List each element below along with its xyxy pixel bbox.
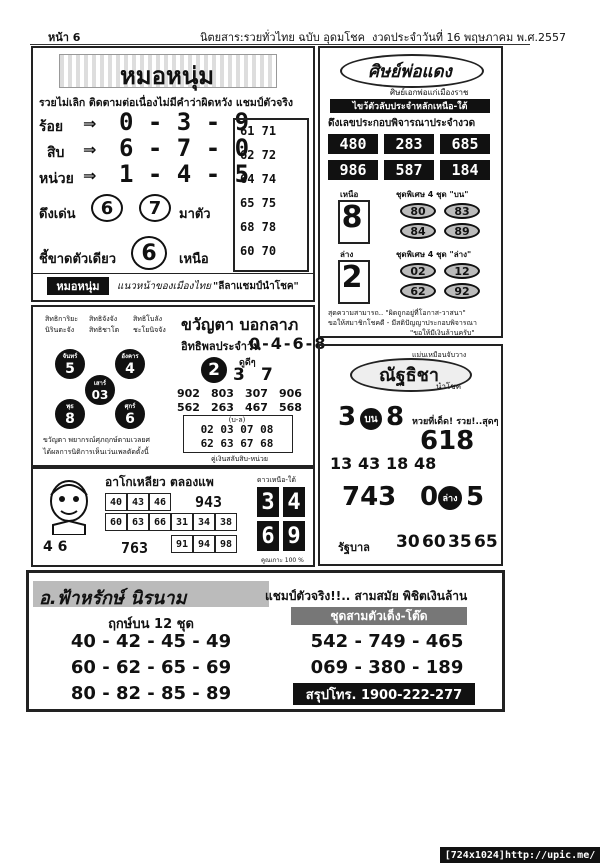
arrow-icon: ⇒ — [83, 140, 97, 159]
grid-bottom: 763 — [121, 539, 149, 557]
footer-badge: หมอหนุ่ม — [47, 277, 109, 295]
triple: 263 — [211, 401, 234, 414]
akong-panel — [31, 467, 315, 567]
big-743: 743 — [342, 482, 397, 512]
footer-text: แนวหน้าของเมืองไทย — [117, 281, 212, 292]
sit-quote1: สุดความสามารถ.. "ผิดถูกอยู่ที่โอกาส-วาสนา" — [328, 309, 466, 317]
gov-num: 30 — [396, 532, 420, 552]
num-cell: 587 — [384, 160, 434, 180]
big-num-7: 7 — [261, 365, 273, 385]
kwanta-header-item: สิทธิจังจัง — [89, 315, 118, 323]
north-label: เหนือ — [340, 190, 359, 199]
north-set-label: ชุดพิเศษ 4 ชุด "บน" — [396, 190, 469, 199]
row-label-units: หน่วย — [39, 171, 74, 187]
left-caption: ฤกษ์บน 12 ชุด — [108, 617, 194, 632]
grid-cell: 40 — [105, 493, 127, 511]
pair-row: 62 72 — [240, 148, 277, 162]
north-set-num: 83 — [444, 203, 480, 219]
triple: 467 — [245, 401, 268, 414]
nachira-slogan: แม่นเหมือนจับวาง — [412, 351, 467, 359]
right-caption: ชุดสามตัวเด็ง-โต๊ด — [291, 607, 467, 625]
nachira-panel — [318, 344, 503, 566]
row-digits-hundreds: 0 - 3 - 9 — [119, 108, 250, 136]
num-cell: 184 — [440, 160, 490, 180]
south-label: ล่าง — [340, 250, 354, 259]
circle-num: 8 — [65, 411, 75, 427]
big-num-2: 2 — [201, 357, 227, 383]
sit-quote2: ขอให้สมาชิกโชคดี - มีสติปัญญาประกอบพิจารณา — [328, 319, 477, 327]
side-cell: 9 — [283, 521, 305, 551]
grid-cell: 60 — [105, 513, 127, 531]
pair-row: 68 78 — [240, 220, 277, 234]
gov-num: 60 — [422, 532, 446, 552]
triple: 562 — [177, 401, 200, 414]
side-text: หวยที่เด็ด! รวย!..สุดๆ — [412, 417, 499, 427]
side-label: ดาวเหนือ-ใต้ — [257, 476, 296, 484]
lang-label: (บ-ล) — [228, 416, 246, 424]
circle-monday — [55, 349, 85, 379]
page-number: หน้า 6 — [48, 31, 81, 44]
triple: 902 — [177, 387, 200, 400]
kwanta-note1: ขวัญตา พยากรณ์ศุภฤกษ์ตามเวลยศ — [43, 436, 150, 444]
kwanta-panel — [31, 305, 328, 467]
side-cell: 4 — [283, 487, 305, 517]
pair-row: 60 70 — [240, 244, 277, 258]
triple: 803 — [211, 387, 234, 400]
north-set-num: 89 — [444, 223, 480, 239]
circle-top-label: ศุกร์ — [124, 403, 136, 410]
header-rule — [30, 44, 530, 45]
sit-sub2: ไขว้ตัวลับประจำหลักเหนือ-ใต้ — [330, 99, 490, 113]
pair-row: 64 74 — [240, 172, 277, 186]
north-set-num: 80 — [400, 203, 436, 219]
triple: 568 — [279, 401, 302, 414]
gov-label: รัฐบาล — [338, 541, 370, 554]
row-digits-units: 1 - 4 - 5 — [119, 160, 250, 188]
arrow-icon: ⇒ — [83, 166, 97, 185]
big-618: 618 — [420, 426, 475, 456]
lang-row1: 02 03 07 08 — [200, 423, 274, 436]
kwanta-header-item: ชะโยนิจจัง — [133, 326, 166, 334]
circle-num: 5 — [65, 361, 75, 377]
dungden-digit-b: 7 — [139, 194, 171, 222]
side-cell: 3 — [257, 487, 279, 517]
circle-top-label: เสาร์ — [93, 380, 107, 387]
circle-top-label: อังคาร — [121, 353, 139, 360]
circle-num: 6 — [125, 411, 135, 427]
nachira-title-sub: นำโชค — [436, 382, 462, 391]
kwanta-sub: อิทธิพลประจำวัน — [181, 340, 261, 353]
lower-mid: ล่าง — [438, 486, 462, 510]
left-row: 80 - 82 - 85 - 89 — [70, 683, 232, 704]
mor-num-panel — [31, 46, 315, 302]
circle-top-label: จันทร์ — [62, 353, 78, 360]
sit-quote3: "ขอให้มีเงินล้านครับ" — [410, 329, 475, 337]
big-num-3: 3 — [233, 365, 245, 385]
mor-num-subtitle: รวยไม่เลิก ติดตามต่อเนื่องไม่มีคำว่าผิดหวัง แชมป์ตัวจริง — [39, 97, 294, 109]
draw-date: งวดประจำวันที่ 16 พฤษภาคม พ.ศ.2557 — [372, 31, 566, 44]
magazine-name: นิตยสาร:รวยทั่วไทย ฉบับ อุดมโชค — [200, 31, 365, 44]
right-row: 069 - 380 - 189 — [310, 657, 464, 678]
right-head: แชมป์ตัวจริง!!.. สามสมัย พิชิตเงินล้าน — [265, 589, 468, 603]
lang-row2: 62 63 67 68 — [200, 437, 274, 450]
dungden-digit-a: 6 — [91, 194, 123, 222]
circle-top-label: พุธ — [66, 403, 74, 410]
grid-cell: 94 — [193, 535, 215, 553]
row-num: 13 — [330, 454, 353, 473]
grid-cell: 43 — [127, 493, 149, 511]
top-mid: บน — [360, 408, 382, 430]
lower-a: 0 — [420, 482, 439, 512]
nachira-title: ณัฐธิชา — [379, 365, 439, 386]
kwanta-header-item: สิทธิโบลัง — [133, 315, 163, 323]
footer-rule — [33, 273, 313, 274]
grid-cell: 34 — [193, 513, 215, 531]
arrow-icon: ⇒ — [83, 114, 97, 133]
dudee-label: ดูดีๆ — [239, 358, 256, 368]
south-set-num: 02 — [400, 263, 436, 279]
sit-por-daeng-panel — [318, 46, 503, 338]
south-set-label: ชุดพิเศษ 4 ชุด "ล่าง" — [396, 250, 472, 259]
grid-cell: 63 — [127, 513, 149, 531]
num-cell: 480 — [328, 134, 378, 154]
row-label-tens: สิบ — [47, 145, 65, 161]
sit-sub1: ศิษย์เอกพ่อแก่เมืองราช — [390, 88, 469, 97]
nua-label: เหนือ — [179, 252, 209, 267]
num-cell: 685 — [440, 134, 490, 154]
pair-row: 65 75 — [240, 196, 277, 210]
phone-banner: สรุปโทร. 1900-222-277 — [293, 683, 475, 705]
akong-face-icon — [43, 477, 95, 535]
grid-cell: 31 — [171, 513, 193, 531]
pair-row: 61 71 — [240, 124, 277, 138]
circle-tuesday — [115, 349, 145, 379]
gov-num: 35 — [448, 532, 472, 552]
dungden-label: ดึงเด่น — [39, 207, 76, 222]
north-big-digit: 8 — [341, 200, 363, 235]
watermark: [724x1024]http://upic.me/ — [440, 847, 600, 863]
mor-num-title: หมอหนุ่ม — [119, 62, 215, 90]
grid-cell: 91 — [171, 535, 193, 553]
row-label-hundreds: ร้อย — [39, 119, 64, 135]
num-cell: 986 — [328, 160, 378, 180]
circle-wednesday — [55, 399, 85, 429]
row-num: 18 — [386, 454, 409, 473]
sit-sub3: ดึงเลขประกอบพิจารณาประจำงวด — [328, 118, 476, 129]
grid-cell: 66 — [149, 513, 171, 531]
left-row: 40 - 42 - 45 - 49 — [70, 631, 232, 652]
gov-num: 65 — [474, 532, 498, 552]
circle-num: 4 — [125, 361, 135, 377]
triple: 906 — [279, 387, 302, 400]
row-num: 43 — [358, 454, 381, 473]
footer-quote: "ลีลาแชมป์นำโชค" — [213, 281, 299, 292]
kwanta-header-item: นิรินตะจัง — [45, 326, 75, 334]
lang-caption: คู่เงินสลับสิบ-หน่วย — [211, 455, 268, 463]
kwanta-note2: ได้ผลการนิติการเห็นเว่นเพลตัดตั้งนี้ — [43, 448, 149, 456]
sikhat-label: ชี้ขาดตัวเดียว — [39, 252, 116, 267]
north-set-num: 84 — [400, 223, 436, 239]
triple: 307 — [245, 387, 268, 400]
south-set-num: 12 — [444, 263, 480, 279]
num-cell: 283 — [384, 134, 434, 154]
south-set-num: 92 — [444, 283, 480, 299]
right-row: 542 - 749 - 465 — [310, 631, 464, 652]
name-banner: อ.ฟ้าหรักษ์ นิรนาม — [39, 588, 187, 609]
maa-tua-label: มาตัว — [179, 207, 211, 222]
circle-friday — [115, 399, 145, 429]
south-set-num: 62 — [400, 283, 436, 299]
circle-num: 03 — [91, 388, 109, 402]
akong-left-digits: 4 6 — [43, 539, 68, 555]
grid-big: 943 — [195, 493, 223, 511]
sit-title: ศิษย์พ่อแดง — [368, 62, 452, 82]
row-num: 48 — [414, 454, 437, 473]
kwanta-title: ขวัญตา บอกลาภ — [181, 315, 299, 334]
grid-cell: 46 — [149, 493, 171, 511]
kwanta-header-item: สิทธิการิยะ — [45, 315, 78, 323]
lower-b: 5 — [466, 482, 485, 512]
grid-cell: 38 — [215, 513, 237, 531]
side-caption: คูณเกาะ 100 % — [261, 557, 304, 564]
kwanta-header-item: สิทธิชาโต — [89, 326, 120, 334]
row-digits-tens: 6 - 7 - 0 — [119, 134, 250, 162]
grid-cell: 98 — [215, 535, 237, 553]
side-cell: 6 — [257, 521, 279, 551]
top-b: 8 — [386, 402, 405, 432]
top-a: 3 — [338, 402, 357, 432]
bottom-panel — [26, 570, 505, 712]
akong-title: อาโกเหลียว ตลองแพ — [105, 475, 214, 489]
south-big-digit: 2 — [341, 260, 363, 295]
circle-saturday — [85, 375, 115, 405]
sikhat-digit: 6 — [131, 236, 167, 270]
left-row: 60 - 62 - 65 - 69 — [70, 657, 232, 678]
kwanta-sub-digits: 0-4-6-8 — [249, 334, 328, 353]
